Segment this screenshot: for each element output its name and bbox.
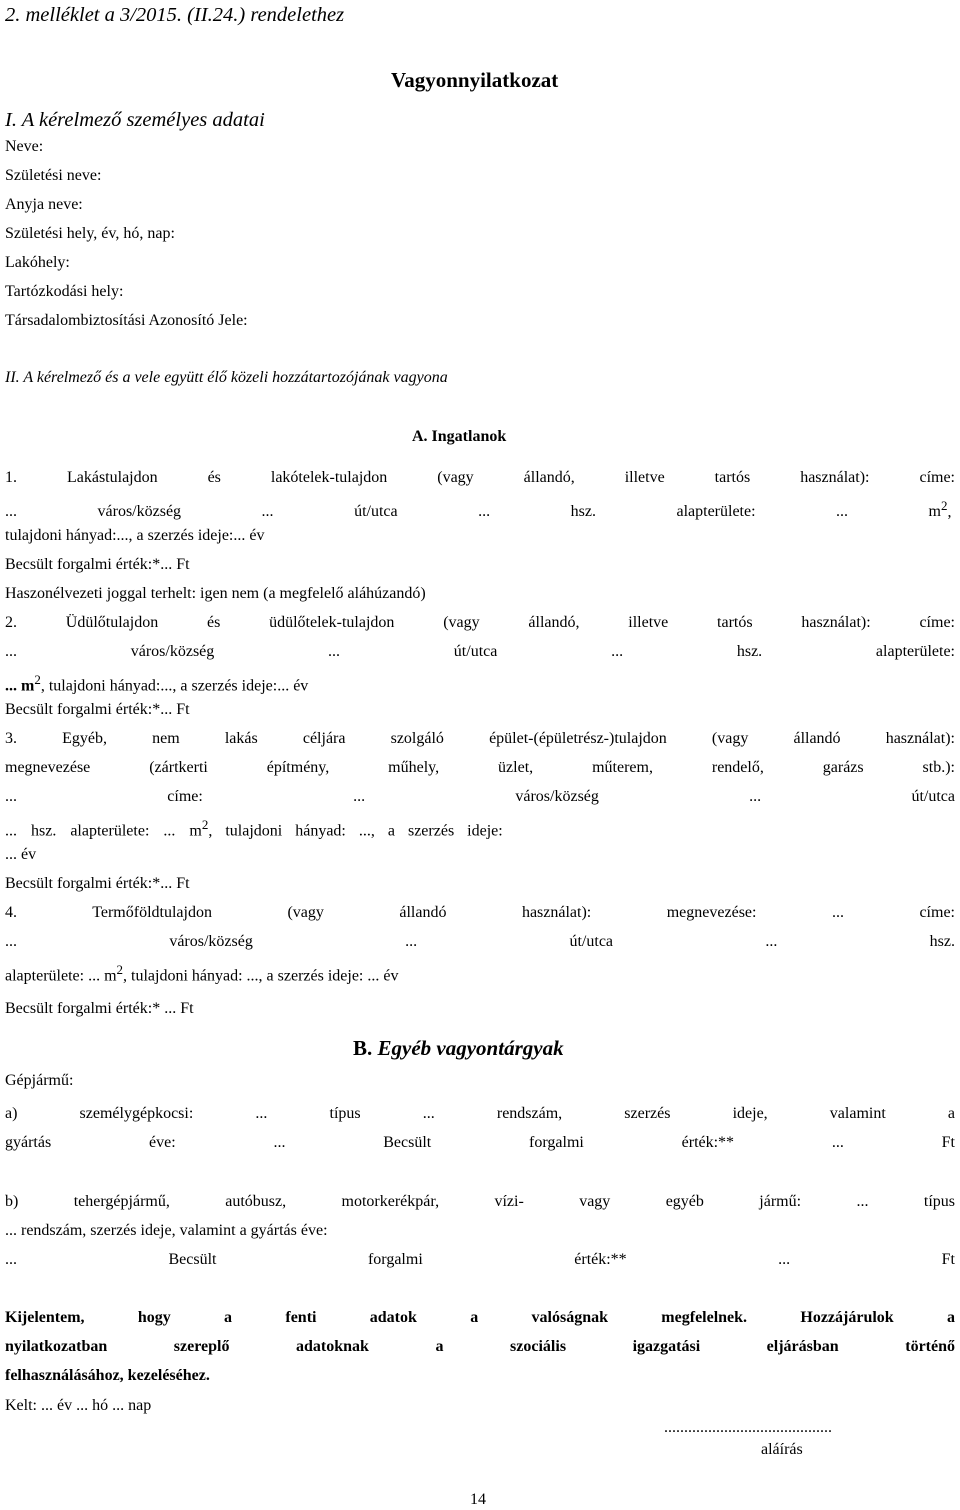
holiday-property-line-1: 2. Üdülőtulajdon és üdülőtelek-tulajdon (vagy állandó, illetve tartós használat): címe: — [5, 614, 955, 631]
section-a-heading: A. Ingatlanok — [412, 428, 507, 445]
other-building-line-2: megnevezése (zártkerti építmény, műhely, üzlet, műterem, rendelő, garázs stb.): — [5, 759, 955, 776]
field-residence: Lakóhely: — [5, 254, 70, 271]
other-building-line-1: 3. Egyéb, nem lakás céljára szolgáló épület-(épületrész-)tulajdon (vagy állandó használat): — [5, 730, 955, 747]
other-building-area-text: ... hsz. alapterülete: ... m — [5, 822, 202, 840]
field-mother-name: Anyja neve: — [5, 196, 83, 213]
holiday-property-line-4: Becsült forgalmi érték:*... Ft — [5, 701, 190, 718]
vehicle-label: Gépjármű: — [5, 1072, 74, 1089]
farmland-line-3 — [5, 962, 955, 985]
other-vehicle-line-1: b) tehergépjármű, autóbusz, motorkerékpár, vízi- vagy egyéb jármű: ... típus — [5, 1193, 955, 1210]
section-2-heading: II. A kérelmező és a vele együtt élő közeli hozzátartozójának vagyona — [5, 369, 448, 386]
superscript-2: 2 — [941, 498, 948, 513]
holiday-property-line-2: ... város/község ... út/utca ... hsz. alapterülete: — [5, 643, 955, 660]
flat-property-line-4: Becsült forgalmi érték:*... Ft — [5, 556, 190, 573]
other-vehicle-line-2: ... rendszám, szerzés ideje, valamint a gyártás éve: — [5, 1222, 328, 1239]
field-birth-name: Születési neve: — [5, 167, 102, 184]
other-building-line-3: ... címe: ... város/község ... út/utca — [5, 788, 955, 805]
other-building-line-6: Becsült forgalmi érték:*... Ft — [5, 875, 190, 892]
annex-header: 2. melléklet a 3/2015. (II.24.) rendelethez — [5, 4, 345, 26]
car-line-2: gyártás éve: ... Becsült forgalmi érték:** ... Ft — [5, 1134, 955, 1151]
signature-label: aláírás — [761, 1441, 803, 1458]
car-line-1: a) személygépkocsi: ... típus ... rendszám, szerzés ideje, valamint a — [5, 1105, 955, 1122]
field-stay-address: Tartózkodási hely: — [5, 283, 124, 300]
other-building-line-5: ... év — [5, 846, 37, 863]
declaration-line-2: nyilatkozatban szereplő adatoknak a szociális igazgatási eljárásban történő — [5, 1338, 955, 1355]
field-birth-place-date: Születési hely, év, hó, nap: — [5, 225, 175, 242]
usufruct-line: Haszonélvezeti joggal terhelt: igen nem (a megfelelő aláhúzandó) — [5, 585, 426, 602]
superscript-2: 2 — [116, 962, 124, 977]
signature-line: .......................................... — [664, 1419, 832, 1436]
flat-property-line-1: 1. Lakástulajdon és lakótelek-tulajdon (vagy állandó, illetve tartós használat): címe: — [5, 469, 955, 486]
farmland-area-text: alapterülete: ... m — [5, 967, 117, 985]
farmland-line-4: Becsült forgalmi érték:* ... Ft — [5, 1000, 194, 1017]
date-line: Kelt: ... év ... hó ... nap — [5, 1397, 152, 1414]
superscript-2: 2 — [34, 672, 41, 687]
section-b-heading — [353, 1036, 564, 1061]
field-taj: Társadalombiztosítási Azonosító Jele: — [5, 312, 248, 329]
document-title: Vagyonnyilatkozat — [391, 68, 559, 92]
field-name: Neve: — [5, 138, 44, 155]
superscript-2: 2 — [201, 817, 209, 832]
declaration-line-1: Kijelentem, hogy a fenti adatok a valóságnak megfelelnek. Hozzájárulok a — [5, 1309, 955, 1326]
other-building-line-4 — [5, 817, 955, 840]
section-b-title: Egyéb vagyontárgyak — [377, 1036, 564, 1060]
comma: , — [947, 503, 952, 521]
flat-property-line-2-text: ... város/község ... út/utca ... hsz. alapterülete: ... m — [5, 503, 941, 521]
holiday-property-line-3 — [5, 672, 955, 695]
section-1-heading: I. A kérelmező személyes adatai — [5, 109, 265, 131]
section-b-label: B. — [353, 1036, 373, 1060]
other-vehicle-line-3: ... Becsült forgalmi érték:** ... Ft — [5, 1251, 955, 1268]
farmland-line-1: 4. Termőföldtulajdon (vagy állandó használat): megnevezése: ... címe: — [5, 904, 955, 921]
flat-property-line-2 — [5, 498, 955, 521]
holiday-area-text: ... m — [5, 677, 35, 695]
farmland-line-2: ... város/község ... út/utca ... hsz. — [5, 933, 955, 950]
declaration-line-3: felhasználásához, kezeléséhez. — [5, 1367, 210, 1384]
page-number: 14 — [470, 1491, 486, 1508]
farmland-line-3-rest: , tulajdoni hányad: ..., a szerzés ideje: ... év — [123, 967, 399, 985]
flat-property-line-3: tulajdoni hányad:..., a szerzés ideje:... év — [5, 527, 265, 544]
holiday-property-line-3-rest: , tulajdoni hányad:..., a szerzés ideje:... év — [40, 677, 309, 695]
other-building-line-4-rest: , tulajdoni hányad: ..., a szerzés ideje: — [208, 822, 503, 840]
